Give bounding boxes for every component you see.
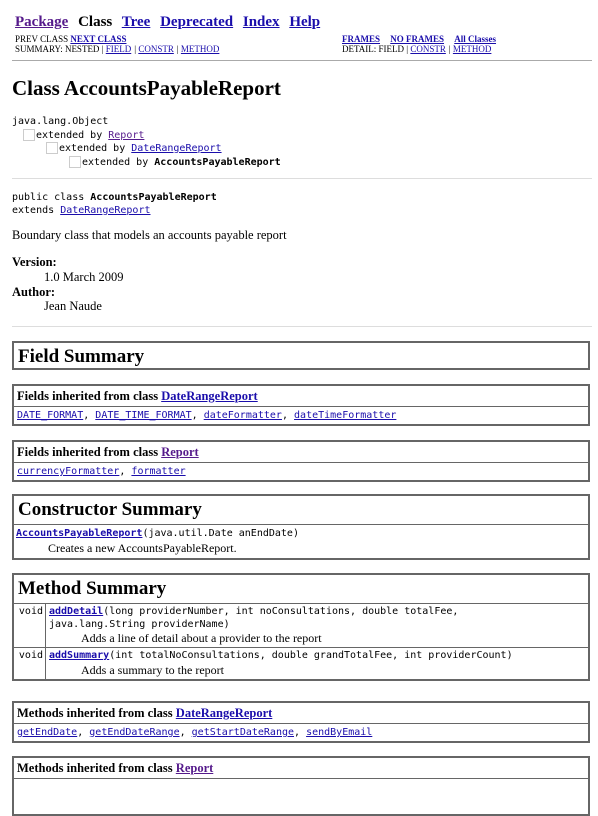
summary-constr-link[interactable]: CONSTR xyxy=(138,44,174,54)
inherited-methods-daterange-header xyxy=(14,703,588,724)
separator: | xyxy=(134,44,137,54)
inherited-methods-list xyxy=(14,724,588,741)
all-classes-link[interactable]: All Classes xyxy=(454,34,497,44)
no-frames-link[interactable]: NO FRAMES xyxy=(390,34,444,44)
inherited-methods-daterange xyxy=(12,701,590,743)
header-prefix: Methods inherited from class xyxy=(17,706,173,720)
class-title: Class AccountsPayableReport xyxy=(12,76,281,100)
detail-nav xyxy=(342,44,494,54)
constructor-signature xyxy=(16,528,586,541)
nav-package-link[interactable]: Package xyxy=(15,14,69,30)
daterangereport-class-link[interactable]: DateRangeReport xyxy=(175,706,273,720)
inheritance-tree xyxy=(12,116,281,169)
list-separator: , xyxy=(191,410,198,421)
version-label: Version: xyxy=(12,255,57,269)
detail-constr-link[interactable]: CONSTR xyxy=(410,44,446,54)
method-cell xyxy=(46,604,461,647)
list-separator: , xyxy=(119,466,126,477)
method-link-adddetail[interactable]: addDetail xyxy=(49,606,104,617)
field-link[interactable]: dateTimeFormatter xyxy=(294,410,397,421)
next-class-link[interactable]: NEXT CLASS xyxy=(70,34,127,44)
daterangereport-link[interactable]: DateRangeReport xyxy=(131,143,222,154)
method-link[interactable]: getEndDate xyxy=(17,727,78,738)
inherited-fields-list xyxy=(14,463,588,480)
extends-keyword: extends xyxy=(12,204,55,216)
method-description: Adds a line of detail about a provider to the report xyxy=(81,631,322,645)
nav-index-link[interactable]: Index xyxy=(242,14,280,30)
detail-prefix: DETAIL: FIELD | xyxy=(342,44,409,54)
inherited-fields-list xyxy=(14,407,588,424)
nav-tree-link[interactable]: Tree xyxy=(121,14,151,30)
method-params: (int totalNoConsultations, double grandTotalFee, int providerCount) xyxy=(109,650,513,661)
inherited-fields-report xyxy=(12,440,590,482)
version-value: 1.0 March 2009 xyxy=(44,270,124,284)
inherited-methods-report-header xyxy=(14,758,588,779)
summary-nav xyxy=(15,44,222,54)
declaration-class-name: AccountsPayableReport xyxy=(90,192,217,203)
nav-help-link[interactable]: Help xyxy=(289,14,321,30)
constructor-summary-table xyxy=(12,494,590,560)
hierarchy-level-1 xyxy=(12,129,281,143)
report-link[interactable]: Report xyxy=(108,129,145,141)
frames-nav xyxy=(342,34,504,44)
detail-method-link[interactable]: METHOD xyxy=(452,44,492,54)
list-separator: , xyxy=(77,727,84,738)
inherited-fields-daterange-header xyxy=(14,386,588,407)
daterangereport-class-link[interactable]: DateRangeReport xyxy=(161,389,258,403)
field-link[interactable]: currencyFormatter xyxy=(17,466,120,477)
frames-link[interactable]: FRAMES xyxy=(342,34,380,44)
hierarchy-root xyxy=(12,116,281,129)
header-prefix: Methods inherited from class xyxy=(17,761,173,775)
method-link[interactable]: getEndDateRange xyxy=(89,727,180,738)
author-label: Author: xyxy=(12,285,56,299)
inherit-arrow-icon xyxy=(69,156,81,168)
method-params-continued: java.lang.String providerName) xyxy=(49,618,230,630)
constructor-summary-title: Constructor Summary xyxy=(14,496,588,525)
field-summary-title: Field Summary xyxy=(18,346,145,367)
divider xyxy=(12,326,592,327)
navbar xyxy=(15,14,326,31)
separator: | xyxy=(448,44,451,54)
field-link[interactable]: DATE_FORMAT xyxy=(17,410,84,421)
declaration-line-2 xyxy=(12,205,217,218)
superclass-link[interactable]: DateRangeReport xyxy=(60,204,151,216)
inherited-fields-report-header xyxy=(14,442,588,463)
hierarchy-level-3 xyxy=(12,156,281,170)
class-declaration xyxy=(12,192,217,217)
header-prefix: Fields inherited from class xyxy=(17,445,159,459)
divider xyxy=(12,178,592,179)
inherit-arrow-icon xyxy=(46,142,58,154)
constructor-params: (java.util.Date anEndDate) xyxy=(142,528,299,539)
method-description: Adds a summary to the report xyxy=(81,662,224,677)
hierarchy-level-2 xyxy=(12,142,281,156)
method-link[interactable]: getStartDateRange xyxy=(191,727,295,738)
report-class-link[interactable]: Report xyxy=(175,761,214,775)
summary-prefix: SUMMARY: NESTED | xyxy=(15,44,104,54)
declaration-modifiers: public class xyxy=(12,192,85,203)
list-separator: , xyxy=(281,410,288,421)
method-link-addsummary[interactable]: addSummary xyxy=(49,650,110,661)
method-signature xyxy=(49,606,458,619)
current-class-name: AccountsPayableReport xyxy=(154,156,281,168)
list-separator: , xyxy=(179,727,186,738)
root-class: java.lang.Object xyxy=(12,116,109,127)
divider xyxy=(12,60,592,61)
list-separator: , xyxy=(294,727,301,738)
declaration-line-1 xyxy=(12,192,217,205)
prev-class-label: PREV CLASS xyxy=(15,34,69,44)
method-summary-table xyxy=(12,573,590,681)
method-row xyxy=(14,603,588,647)
prev-next-nav xyxy=(15,34,129,44)
class-description: Boundary class that models an accounts payable report xyxy=(12,228,287,242)
extended-by-label: extended by xyxy=(82,156,149,168)
method-link[interactable]: sendByEmail xyxy=(306,727,373,738)
header-prefix: Fields inherited from class xyxy=(17,389,159,403)
field-link[interactable]: formatter xyxy=(131,466,186,477)
field-link[interactable]: dateFormatter xyxy=(203,410,282,421)
method-modifier: void xyxy=(14,604,46,647)
separator: | xyxy=(176,44,179,54)
extended-by-label: extended by xyxy=(36,129,103,141)
extended-by-label: extended by xyxy=(59,143,126,154)
method-signature xyxy=(49,650,513,663)
method-cell xyxy=(46,648,516,679)
list-separator: , xyxy=(83,410,90,421)
inherit-arrow-icon xyxy=(23,129,35,141)
method-modifier: void xyxy=(14,648,46,679)
method-summary-title: Method Summary xyxy=(18,578,167,599)
summary-field-link[interactable]: FIELD xyxy=(105,44,132,54)
nav-deprecated-link[interactable]: Deprecated xyxy=(160,14,234,30)
field-link[interactable]: DATE_TIME_FORMAT xyxy=(95,410,192,421)
summary-method-link[interactable]: METHOD xyxy=(180,44,220,54)
report-class-link[interactable]: Report xyxy=(161,445,199,459)
method-params: (long providerNumber, int noConsultations, double totalFee, xyxy=(103,606,459,617)
method-row xyxy=(14,647,588,679)
constructor-row xyxy=(14,525,588,558)
constructor-description: Creates a new AccountsPayableReport. xyxy=(48,540,237,555)
constructor-link[interactable]: AccountsPayableReport xyxy=(16,528,143,539)
nav-class-current: Class xyxy=(78,14,113,30)
author-value: Jean Naude xyxy=(44,299,102,313)
inherited-methods-report xyxy=(12,756,590,816)
field-summary-table xyxy=(12,341,590,370)
inherited-fields-daterange xyxy=(12,384,590,426)
